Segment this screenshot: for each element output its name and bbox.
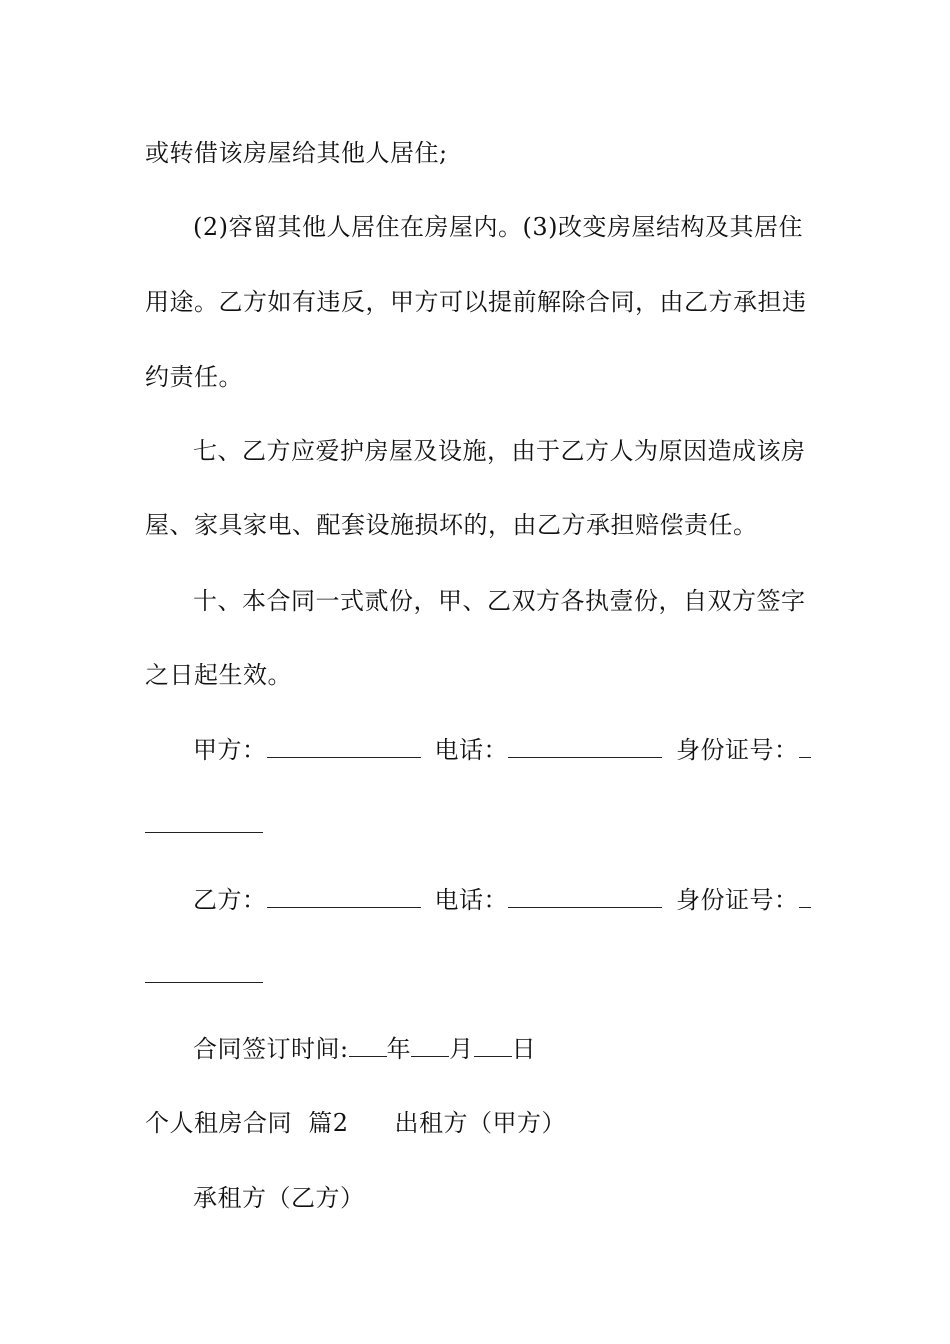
party-b-name-field[interactable]: [267, 885, 421, 908]
party-b-id-continuation: [145, 960, 815, 990]
party-a-id-field[interactable]: [145, 810, 263, 833]
party-b-phone-label: 电话：: [434, 886, 508, 914]
party-a-id-label: 身份证号：: [676, 736, 799, 764]
party-b-id-field[interactable]: [145, 960, 263, 983]
paragraph-line: (2)容留其他人居住在房屋内。(3)改变房屋结构及其居住: [193, 213, 803, 241]
party-b-label: 乙方：: [193, 886, 267, 914]
year-label: 年: [386, 1035, 412, 1063]
paragraph-line: 或转借该房屋给其他人居住;: [145, 139, 448, 167]
party-a-phone-label: 电话：: [434, 736, 508, 764]
sign-day-field[interactable]: [474, 1034, 512, 1057]
party-b-phone-field[interactable]: [508, 885, 662, 908]
lessee-label: 承租方（乙方）: [193, 1184, 365, 1212]
party-b-signature-line: [193, 885, 813, 915]
paragraph-line: 约责任。: [145, 363, 243, 391]
paragraph-line: 之日起生效。: [145, 661, 292, 689]
paragraph-line: 屋、家具家电、配套设施损坏的，由乙方承担赔偿责任。: [145, 511, 758, 539]
month-label: 月: [449, 1035, 474, 1063]
sign-month-field[interactable]: [411, 1034, 449, 1057]
party-a-label: 甲方：: [193, 736, 267, 764]
sign-date-label: 合同签订时间:: [193, 1035, 349, 1063]
sign-year-field[interactable]: [349, 1034, 387, 1057]
day-label: 日: [511, 1035, 537, 1063]
sign-date-line: [193, 1034, 813, 1064]
paragraph-line: 七、乙方应爱护房屋及设施，由于乙方人为原因造成该房: [193, 437, 806, 465]
party-b-id-label: 身份证号：: [676, 886, 799, 914]
party-a-phone-field[interactable]: [508, 735, 662, 758]
section2-heading-line: [145, 1108, 815, 1138]
section2-title: 个人租房合同 篇2: [145, 1109, 349, 1137]
lessor-label: 出租方（甲方）: [394, 1109, 567, 1137]
party-a-id-continuation: [145, 810, 815, 840]
paragraph-line: 十、本合同一式贰份，甲、乙双方各执壹份，自双方签字: [193, 587, 806, 615]
paragraph-line: 用途。乙方如有违反，甲方可以提前解除合同，由乙方承担违: [145, 288, 807, 316]
party-a-id-field-start[interactable]: [799, 735, 811, 758]
party-a-name-field[interactable]: [267, 735, 421, 758]
party-b-id-field-start[interactable]: [799, 885, 811, 908]
party-a-signature-line: [193, 735, 813, 765]
